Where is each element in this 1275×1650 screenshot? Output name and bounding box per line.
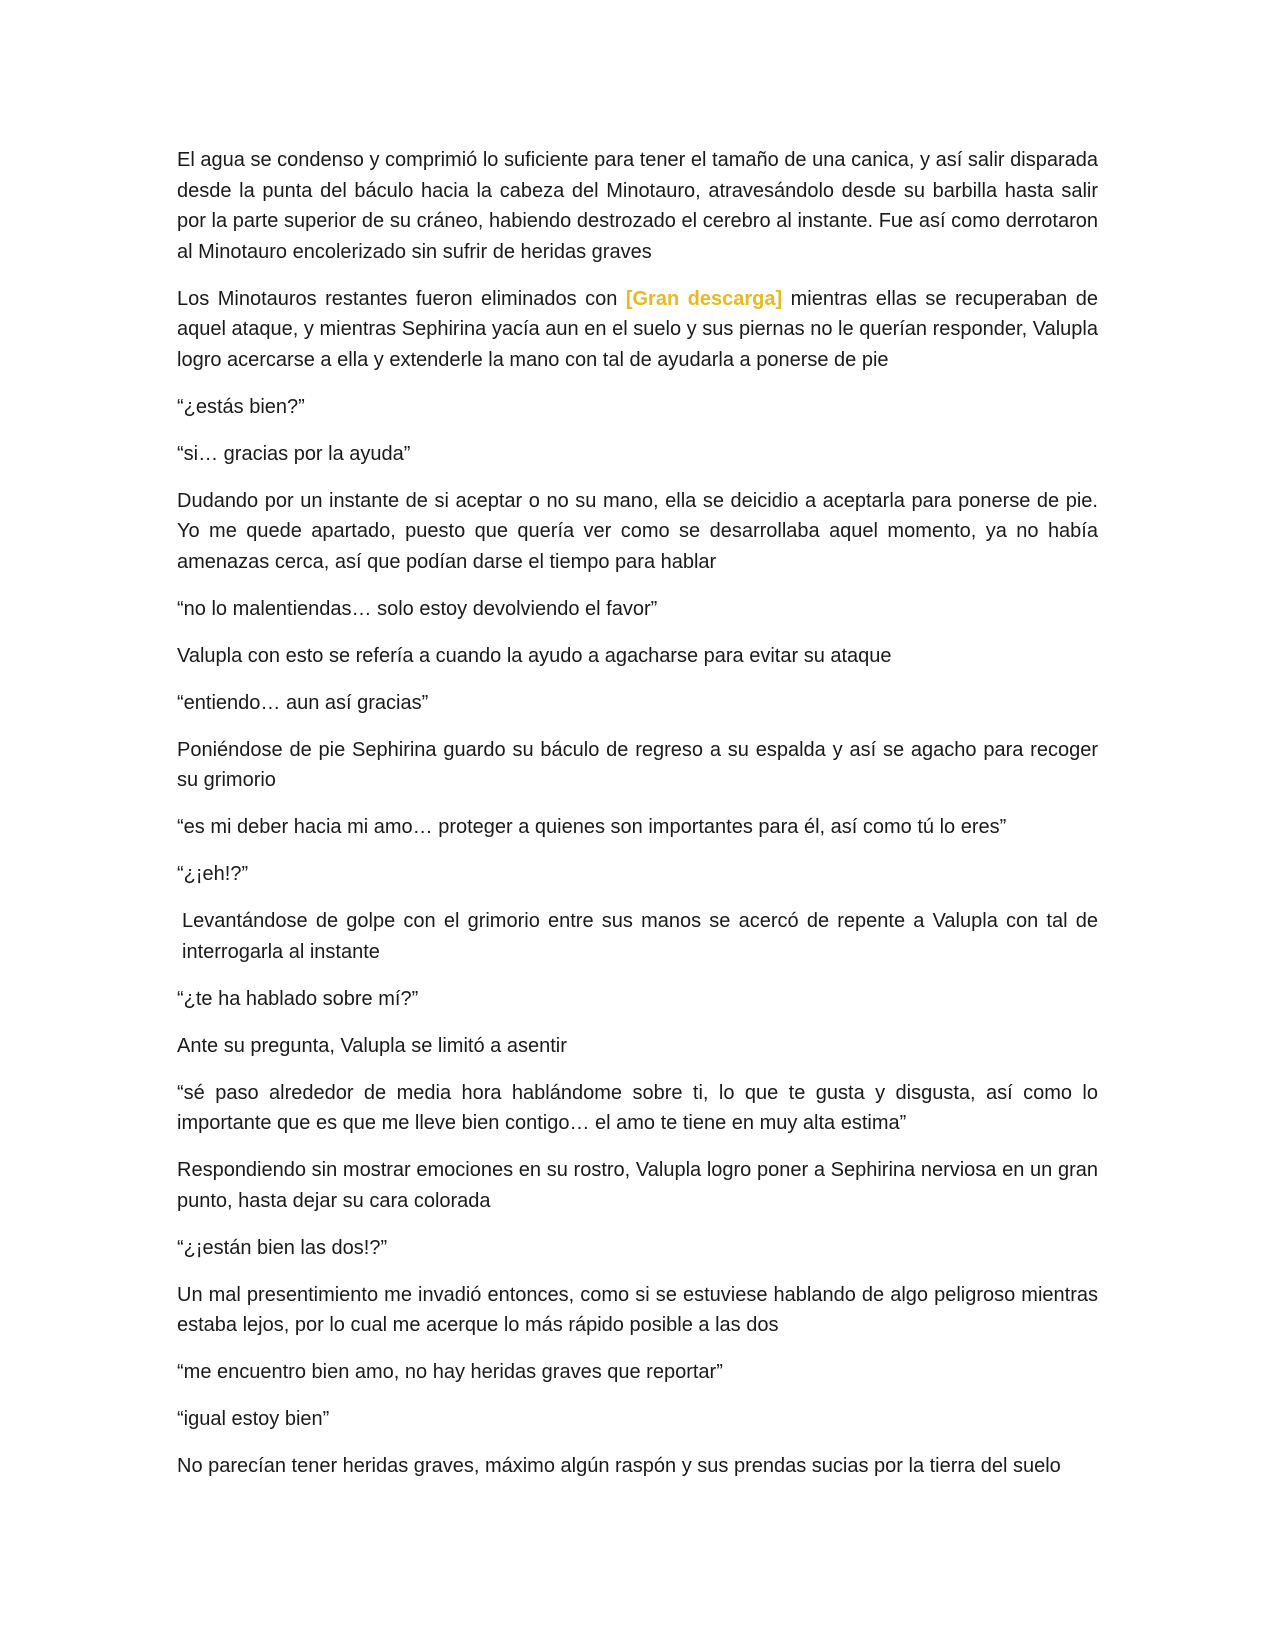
paragraph: Respondiendo sin mostrar emociones en su rostro, Valupla logro poner a Sephirina nerviosa en un gran punto, hasta dejar su cara colorada: [177, 1159, 1098, 1212]
paragraph: Poniéndose de pie Sephirina guardo su báculo de regreso a su espalda y así se agacho para recoger su grimorio: [177, 738, 1098, 791]
dialogue-line: “sé paso alrededor de media hora hablándome sobre ti, lo que te gusta y disgusta, así como lo importante que es que me lleve bien contigo… el amo te tiene en muy alta estima”: [177, 1081, 1098, 1134]
paragraph: Dudando por un instante de si aceptar o no su mano, ella se deicidio a aceptarla para ponerse de pie. Yo me quede apartado, puesto que quería ver como se desarrollaba aquel momento, ya no había amenazas cerca, así que podían darse el tiempo para hablar: [177, 489, 1098, 573]
dialogue-line: “me encuentro bien amo, no hay heridas graves que reportar”: [177, 1361, 723, 1383]
paragraph: No parecían tener heridas graves, máximo algún raspón y sus prendas sucias por la tierra del suelo: [177, 1455, 1061, 1477]
dialogue-line: “entiendo… aun así gracias”: [177, 691, 429, 714]
dialogue-line: “igual estoy bien”: [177, 1408, 330, 1430]
dialogue-line: “¿estás bien?”: [177, 395, 305, 418]
paragraph-text: Los Minotauros restantes fueron eliminados con: [177, 287, 626, 310]
paragraph: Levantándose de golpe con el grimorio entre sus manos se acercó de repente a Valupla con tal de interrogarla al instante: [182, 910, 1098, 963]
dialogue-line: “¿te ha hablado sobre mí?”: [177, 987, 419, 1010]
paragraph: [177, 284, 1098, 376]
dialogue-line: “¿¡eh!?”: [177, 863, 249, 885]
spell-name-highlight: [Gran descarga]: [625, 287, 783, 310]
paragraph: Ante su pregunta, Valupla se limitó a asentir: [177, 1034, 567, 1057]
dialogue-line: “si… gracias por la ayuda”: [177, 442, 411, 465]
dialogue-line: “es mi deber hacia mi amo… proteger a quienes son importantes para él, así como tú lo eres”: [177, 816, 1007, 838]
paragraph: Un mal presentimiento me invadió entonces, como si se estuviese hablando de algo peligroso mientras estaba lejos, por lo cual me acerque lo más rápido posible a las dos: [177, 1283, 1098, 1336]
paragraph: Valupla con esto se refería a cuando la ayudo a agacharse para evitar su ataque: [177, 644, 892, 667]
document-body: [177, 145, 1098, 1498]
paragraph: El agua se condenso y comprimió lo suficiente para tener el tamaño de una canica, y así salir disparada desde la punta del báculo hacia la cabeza del Minotauro, atravesándolo desde su barbilla hasta salir por la parte superior de su cráneo, habiendo destrozado el cerebro al instante. Fue así como derrotaron al Minotauro encolerizado sin sufrir de heridas graves: [177, 149, 1098, 263]
dialogue-line: “¿¡están bien las dos!?”: [177, 1236, 388, 1259]
paragraph-text: mientras ellas se recuperaban de aquel ataque, y mientras Sephirina yacía aun en el suelo y sus piernas no le querían responder, Valupla logro acercarse a ella y extenderle la mano con tal de ayudarla a ponerse de pie: [177, 287, 1099, 371]
dialogue-line: “no lo malentiendas… solo estoy devolviendo el favor”: [177, 597, 658, 620]
